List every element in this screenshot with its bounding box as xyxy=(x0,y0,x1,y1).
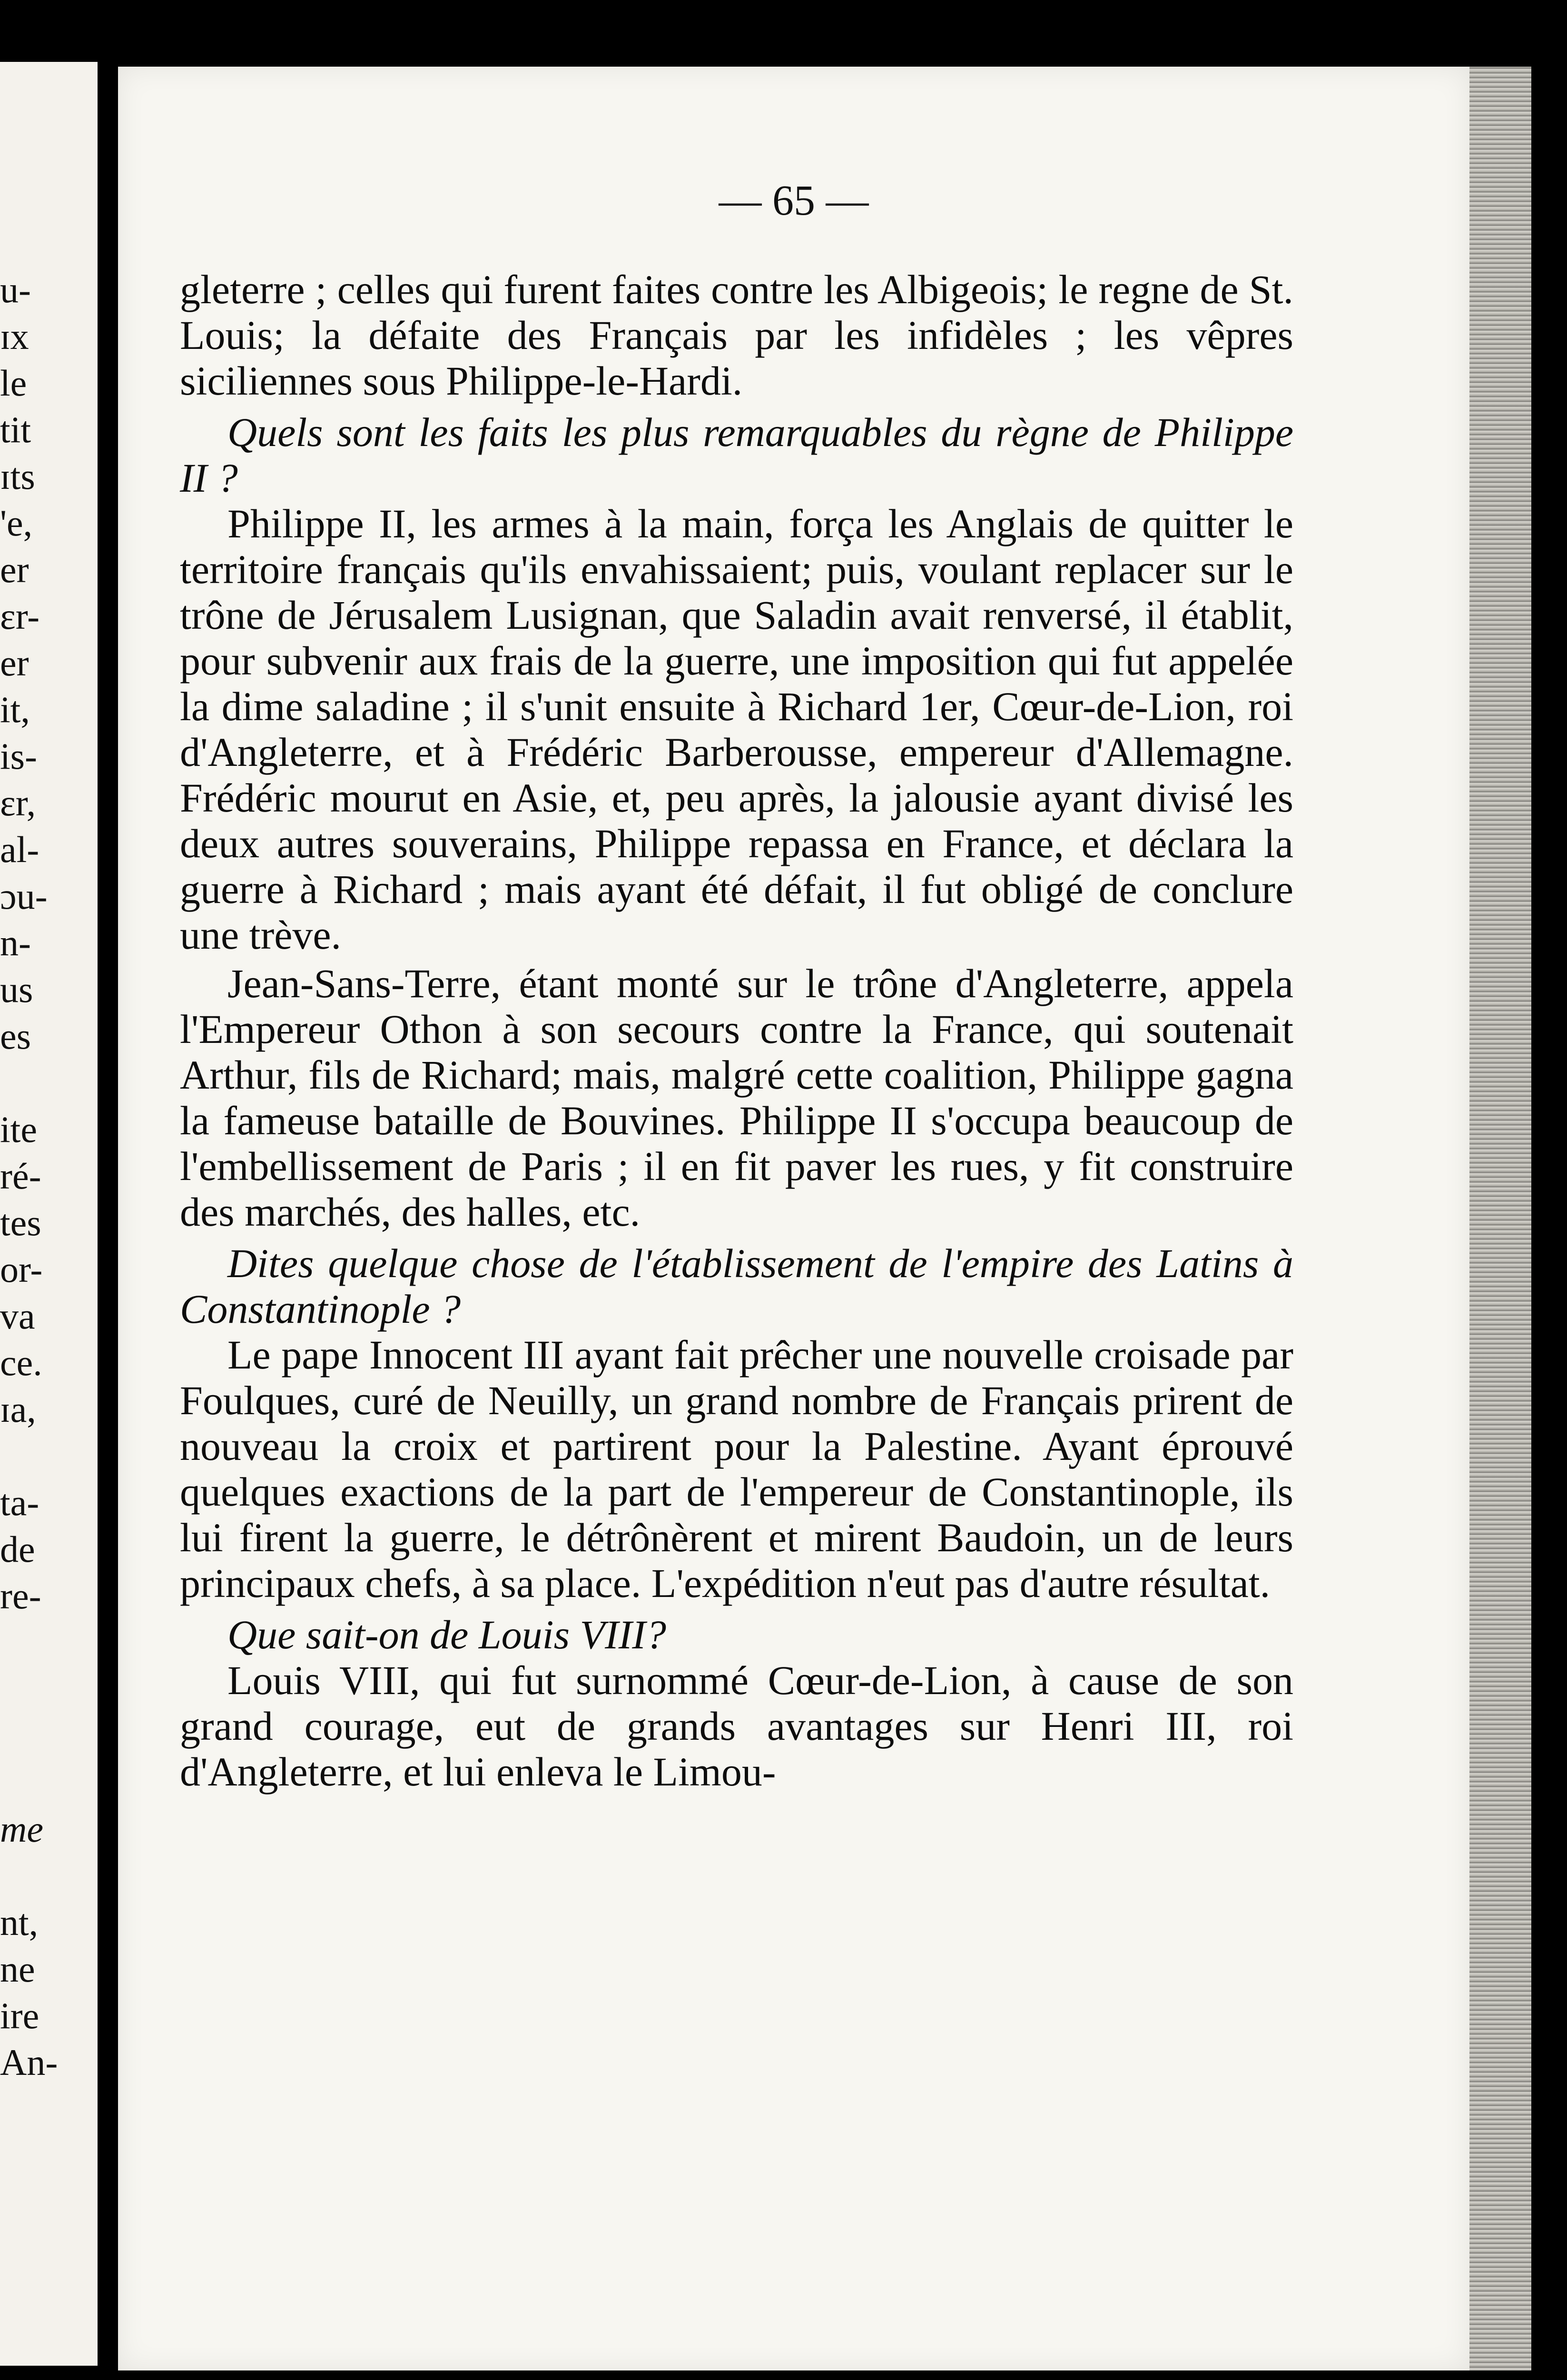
paragraph-continuation: gleterre ; celles qui furent faites contre les Albigeois; le regne de St. Louis; la défaite des Français par les infidèles ; les vêpres siciliennes sous Philippe-le-Hardi. xyxy=(180,267,1293,404)
facing-page-text: al- xyxy=(0,829,39,870)
question-louis-viii: Que sait-on de Louis VIII? xyxy=(227,1612,666,1657)
facing-page-text: es xyxy=(0,1015,31,1057)
answer-philippe-ii: Philippe II, les armes à la main, força les Anglais de quitter le territoire français qu'ils envahissaient; puis, voulant replacer sur le trône de Jérusalem Lusignan, que Saladin avait renversé, il établit, pour subvenir aux frais de la guerre, une imposition qui fut appelée la dime saladine ; il s'unit ensuite à Richard 1er, Cœur-de-Lion, roi d'Angleterre, et à Frédéric Barberousse, empereur d'Allemagne. Frédéric mourut en Asie, et, peu après, la jalousie ayant divisé les deux autres souverains, Philippe repassa en France, et déclara la guerre à Richard ; mais ayant été défait, il fut obligé de conclure une trève. xyxy=(180,501,1293,958)
facing-page-text: va xyxy=(0,1295,35,1337)
question-empire-latins: Dites quelque chose de l'établissement de l'empire des Latins à Constantinople ? xyxy=(180,1240,1293,1332)
facing-page-text: ce. xyxy=(0,1342,42,1383)
facing-page-text: ré- xyxy=(0,1155,41,1197)
answer-jean-sans-terre: Jean-Sans-Terre, étant monté sur le trône d'Angleterre, appela l'Empereur Othon à son secours contre la France, qui soutenait Arthur, fils de Richard; mais, malgré cette coalition, Philippe gagna la fameuse bataille de Bouvines. Philippe II s'occupa beaucoup de l'embellissement de Paris ; il en fit paver les rues, y fit construire des marchés, des halles, etc. xyxy=(180,961,1293,1235)
facing-page-text: ɛr, xyxy=(0,782,36,823)
answer-empire-latins: Le pape Innocent III ayant fait prêcher une nouvelle croisade par Foulques, curé de Neuilly, un grand nombre de Français prirent de nouveau la croix et partirent pour la Palestine. Ayant éprouvé quelques exactions de la part de l'empereur de Constantinople, ils lui firent la guerre, le détrônèrent et mirent Baudoin, un de leurs principaux chefs, à sa place. L'expédition n'eut pas d'autre résultat. xyxy=(180,1332,1293,1606)
facing-page-text: er xyxy=(0,642,29,684)
facing-page-text: ɪa, xyxy=(0,1388,36,1430)
question-philippe-ii: Quels sont les faits les plus remarquables du règne de Philippe II ? xyxy=(180,409,1293,501)
facing-page-text: de xyxy=(0,1528,35,1570)
facing-page-fragment xyxy=(0,62,98,2366)
facing-page-text: ɪx xyxy=(0,316,29,357)
page-edge xyxy=(1469,67,1531,2370)
facing-page-text: ire xyxy=(0,1995,39,2036)
facing-page-text: it, xyxy=(0,689,30,730)
answer-louis-viii: Louis VIII, qui fut surnommé Cœur-de-Lion, à cause de son grand courage, eut de grands avantages sur Henri III, roi d'Angleterre, et lui enleva le Limou- xyxy=(180,1657,1293,1795)
facing-page-text: le xyxy=(0,362,27,404)
book-page xyxy=(118,67,1469,2370)
facing-page-text: tit xyxy=(0,409,31,450)
facing-page-text: ite xyxy=(0,1109,37,1150)
facing-page-text: er xyxy=(0,549,29,590)
facing-page-text: 'e, xyxy=(0,502,33,544)
facing-page-text: us xyxy=(0,969,33,1010)
page-body xyxy=(180,267,1293,1795)
facing-page-text: is- xyxy=(0,735,37,777)
facing-page-text: tes xyxy=(0,1202,41,1243)
facing-page-text: ɪts xyxy=(0,456,35,497)
facing-page-text: ne xyxy=(0,1948,35,1990)
facing-page-text: re- xyxy=(0,1575,41,1616)
facing-page-text: nt, xyxy=(0,1902,39,1943)
page-number: — 65 — xyxy=(719,177,869,224)
facing-page-text: ta- xyxy=(0,1482,39,1523)
facing-page-text: me xyxy=(0,1808,43,1850)
facing-page-text: or- xyxy=(0,1249,43,1290)
facing-page-text: ɛr- xyxy=(0,595,40,637)
facing-page-text: n- xyxy=(0,922,31,963)
facing-page-text: ɔu- xyxy=(0,875,48,917)
facing-page-text: u- xyxy=(0,269,31,310)
facing-page-text: An- xyxy=(0,2042,58,2083)
